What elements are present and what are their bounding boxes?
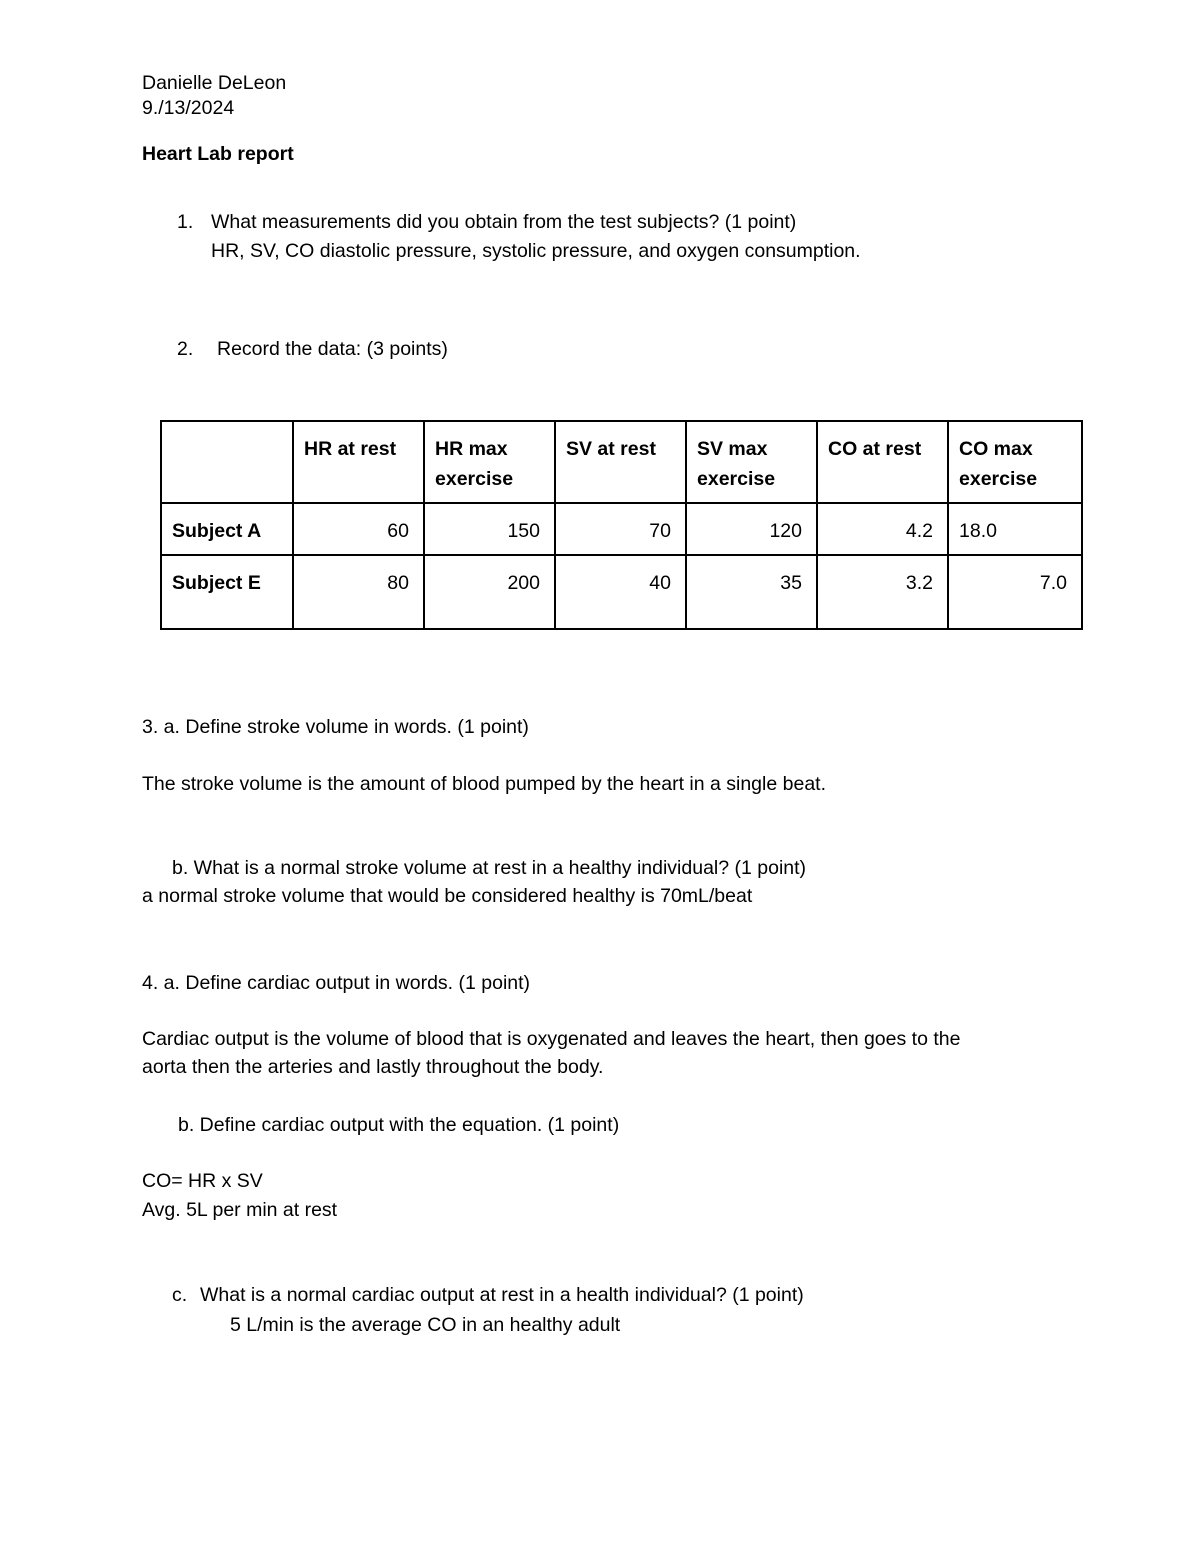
table-header-row: [161, 421, 1082, 503]
q4a-answer-line2: aorta then the arteries and lastly throughout the body.: [142, 1056, 604, 1078]
q4b-equation: CO= HR x SV: [142, 1170, 263, 1192]
q1-question: What measurements did you obtain from the test subjects? (1 point): [211, 211, 797, 233]
table-cell: 80: [293, 555, 424, 629]
table-row: [161, 503, 1082, 555]
table-cell: 3.2: [817, 555, 948, 629]
table-header-cell: HR max exercise: [424, 421, 555, 503]
table-cell: 60: [293, 503, 424, 555]
q4b-note: Avg. 5L per min at rest: [142, 1199, 338, 1221]
table-cell: 150: [424, 503, 555, 555]
row-label: Subject E: [161, 555, 293, 629]
q3b-answer: a normal stroke volume that would be considered healthy is 70mL/beat: [142, 885, 753, 907]
table-cell: 40: [555, 555, 686, 629]
q3a-answer: The stroke volume is the amount of blood pumped by the heart in a single beat.: [142, 773, 826, 795]
q4c-question: What is a normal cardiac output at rest in a health individual? (1 point): [200, 1284, 804, 1306]
row-label: Subject A: [161, 503, 293, 555]
author-name: Danielle DeLeon: [142, 72, 287, 94]
q4c-answer: 5 L/min is the average CO in an healthy adult: [230, 1314, 621, 1336]
table-cell: 7.0: [948, 555, 1082, 629]
q1-number: 1.: [177, 211, 194, 233]
q4a-question: 4. a. Define cardiac output in words. (1 point): [142, 972, 531, 994]
report-date: 9./13/2024: [142, 97, 235, 119]
data-table: [160, 420, 1083, 630]
table-header-cell: SV max exercise: [686, 421, 817, 503]
q1-answer: HR, SV, CO diastolic pressure, systolic pressure, and oxygen consumption.: [211, 240, 861, 262]
table-cell: 200: [424, 555, 555, 629]
table-header-cell: SV at rest: [555, 421, 686, 503]
q4a-answer-line1: Cardiac output is the volume of blood that is oxygenated and leaves the heart, then goes to the: [142, 1028, 961, 1050]
q4c-label: c.: [172, 1284, 188, 1306]
table-header-cell: CO max exercise: [948, 421, 1082, 503]
table-header-cell: HR at rest: [293, 421, 424, 503]
q4b-question: b. Define cardiac output with the equation. (1 point): [178, 1114, 620, 1136]
q2-number: 2.: [177, 338, 194, 360]
table-cell: 35: [686, 555, 817, 629]
table-header-cell: CO at rest: [817, 421, 948, 503]
table-row: [161, 555, 1082, 629]
q3b-question: b. What is a normal stroke volume at rest in a healthy individual? (1 point): [172, 857, 807, 879]
table-cell: 70: [555, 503, 686, 555]
table-cell: 18.0: [948, 503, 1082, 555]
q3a-question: 3. a. Define stroke volume in words. (1 point): [142, 716, 529, 738]
q2-question: Record the data: (3 points): [217, 338, 448, 360]
report-title: Heart Lab report: [142, 143, 294, 165]
table-cell: 4.2: [817, 503, 948, 555]
table-cell: 120: [686, 503, 817, 555]
table-header-cell: [161, 421, 293, 503]
